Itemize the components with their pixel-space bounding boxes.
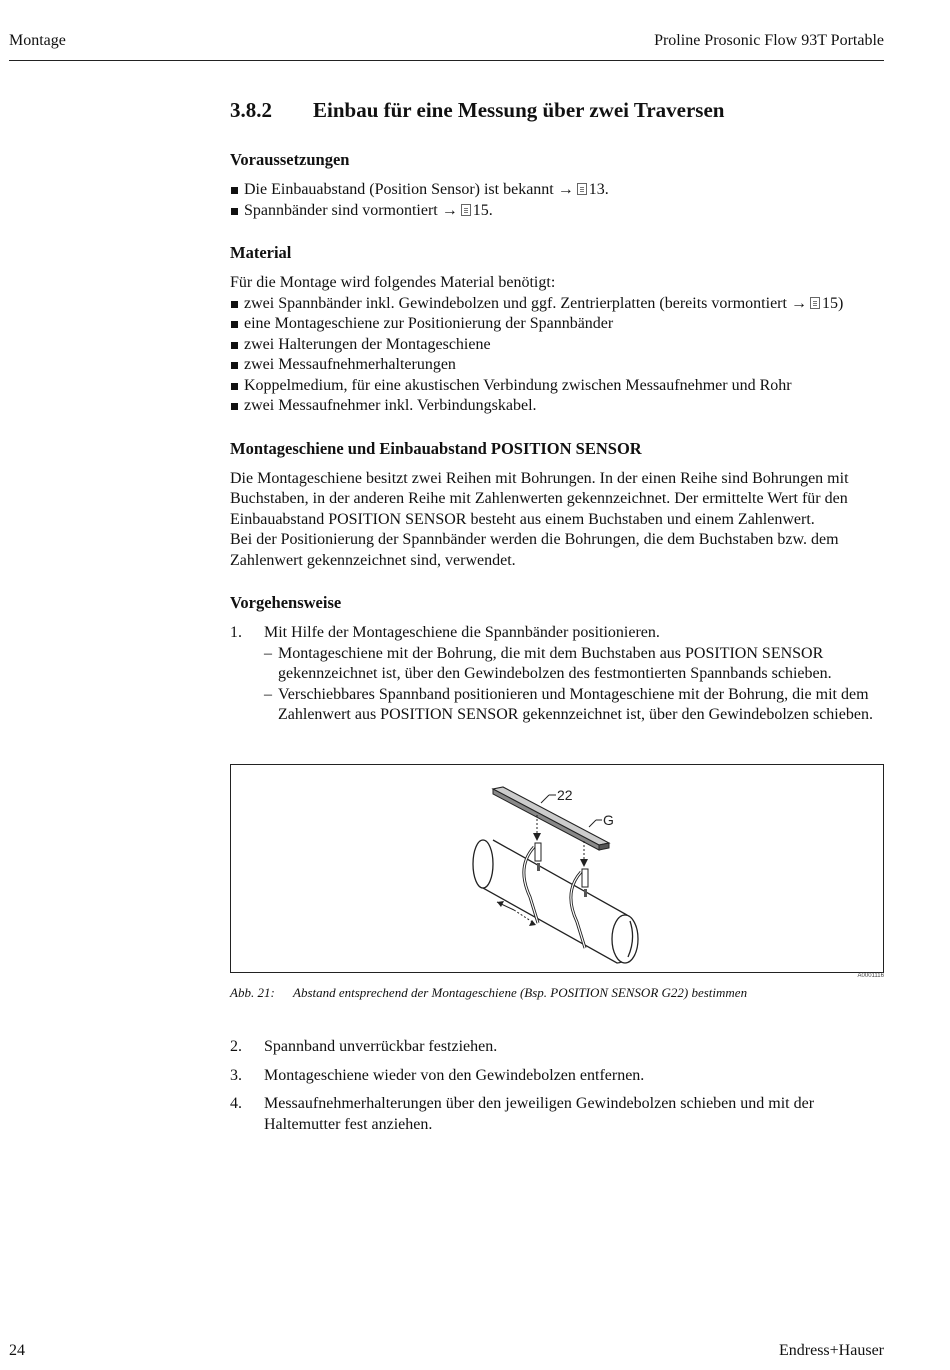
- dash-marker: –: [264, 685, 272, 703]
- sub-step: [264, 685, 884, 726]
- voraussetzungen-list: [230, 180, 884, 221]
- montageschiene-heading: Montageschiene und Einbauabstand POSITION SENSOR: [230, 438, 642, 458]
- header-section-name: Montage: [9, 32, 66, 49]
- main-content: [230, 96, 884, 735]
- page-ref-icon: [577, 183, 587, 195]
- mounting-illustration: [231, 765, 883, 972]
- material-list: [230, 294, 884, 417]
- section-title: [230, 96, 884, 124]
- figure-caption: [230, 985, 747, 1001]
- step-text: Mit Hilfe der Montageschiene die Spannbänder positionieren.: [264, 624, 660, 641]
- step-item: [230, 1094, 884, 1135]
- step-text: Messaufnehmerhalterungen über den jeweiligen Gewindebolzen schieben und mit der Haltemutter fest anziehen.: [264, 1095, 815, 1133]
- figure-code: A0001116: [857, 973, 884, 979]
- list-item: [230, 201, 884, 222]
- figure-frame: [230, 764, 884, 973]
- vorgehensweise-block: [230, 592, 884, 726]
- page-number: 24: [9, 1342, 25, 1359]
- footer-brand: Endress+Hauser: [779, 1342, 884, 1359]
- caption-text: Abstand entsprechend der Montageschiene (Bsp. POSITION SENSOR G22) bestimmen: [293, 985, 748, 1000]
- list-item-text: Spannbänder sind vormontiert →: [244, 201, 458, 219]
- section-title-text: Einbau für eine Messung über zwei Traversen: [313, 98, 725, 122]
- list-item: zwei Halterungen der Montageschiene: [230, 335, 884, 356]
- page-ref[interactable]: 15): [821, 294, 844, 312]
- pipe-drawing: [473, 840, 638, 963]
- mounting-rail-drawing: [493, 787, 609, 850]
- section-number: 3.8.2: [230, 98, 272, 122]
- step-text: Spannband unverrückbar festziehen.: [264, 1038, 498, 1055]
- step-number: 4.: [230, 1095, 242, 1112]
- list-item: [230, 180, 884, 201]
- header-rule: [9, 60, 884, 61]
- list-item: eine Montageschiene zur Positionierung der Spannbänder: [230, 314, 884, 335]
- page-ref[interactable]: 15.: [472, 201, 493, 219]
- list-item: zwei Messaufnehmerhalterungen: [230, 355, 884, 376]
- montageschiene-paragraph: Die Montageschiene besitzt zwei Reihen mit Bohrungen. In der einen Reihe sind Bohrungen mit Buchstaben, in der anderen Reihe mit Zahlenwerten gekennzeichnet. Der ermittelte Wert für den Einbauabstand POSITION SENSOR besteht aus einem Buchstaben und einem Zahlenwert.: [230, 469, 849, 528]
- list-item-text: Die Einbauabstand (Position Sensor) ist bekannt →: [244, 181, 574, 198]
- voraussetzungen-block: [230, 149, 884, 221]
- sub-step: [264, 644, 884, 685]
- list-item: zwei Messaufnehmer inkl. Verbindungskabel.: [230, 396, 884, 417]
- steps-after-figure: [230, 1037, 884, 1143]
- label-g: G: [603, 812, 614, 828]
- page-ref-icon: [810, 297, 820, 309]
- vorgehensweise-heading: Vorgehensweise: [230, 593, 342, 612]
- step-item: [230, 1037, 884, 1058]
- montageschiene-paragraph: Bei der Positionierung der Spannbänder werden die Bohrungen, die dem Buchstaben bzw. dem Zahlenwert gekennzeichnet sind, verwendet.: [230, 531, 839, 569]
- header-product-name: Proline Prosonic Flow 93T Portable: [654, 32, 884, 49]
- list-item-text: zwei Spannbänder inkl. Gewindebolzen und ggf. Zentrierplatten (bereits vormontiert →: [244, 294, 807, 312]
- list-item: [230, 294, 884, 315]
- page-ref[interactable]: 13.: [588, 181, 609, 198]
- step-item: [230, 1066, 884, 1087]
- label-22: 22: [557, 787, 573, 803]
- caption-number: Abb. 21:: [230, 985, 275, 1000]
- dash-marker: –: [264, 644, 272, 662]
- material-intro: Für die Montage wird folgendes Material benötigt:: [230, 274, 556, 291]
- step-text: Montageschiene wieder von den Gewindebolzen entfernen.: [264, 1066, 645, 1084]
- montageschiene-block: [230, 438, 884, 572]
- step-number: 2.: [230, 1038, 242, 1055]
- step-item: [230, 623, 884, 726]
- material-heading: Material: [230, 243, 292, 262]
- step-number: 3.: [230, 1066, 242, 1084]
- material-block: [230, 242, 884, 417]
- voraussetzungen-heading: Voraussetzungen: [230, 150, 350, 169]
- step-number: 1.: [230, 624, 242, 641]
- page-ref-icon: [461, 204, 471, 216]
- list-item: Koppelmedium, für eine akustischen Verbindung zwischen Messaufnehmer und Rohr: [230, 376, 884, 397]
- sub-step-text: Montageschiene mit der Bohrung, die mit dem Buchstaben aus POSITION SENSOR gekennzeichnet ist, über den Gewindebolzen des festmontierten Spannbands schieben.: [278, 644, 832, 682]
- sub-step-text: Verschiebbares Spannband positionieren und Montageschiene mit der Bohrung, die mit dem Zahlenwert aus POSITION SENSOR gekennzeichnet ist, über den Gewindebolzen schieben.: [278, 685, 873, 723]
